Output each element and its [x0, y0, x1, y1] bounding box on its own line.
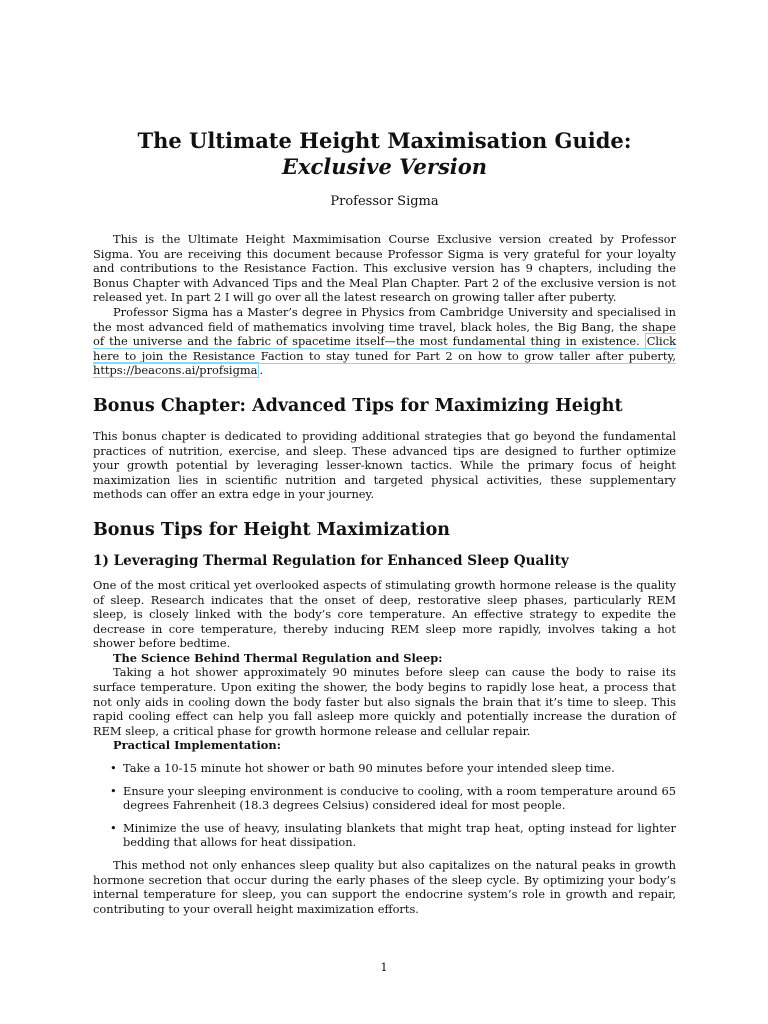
bonus-tips-heading: Bonus Tips for Height Maximization: [93, 519, 451, 540]
thermal-regulation-subheading: 1) Leveraging Thermal Regulation for Enhanced Sleep Quality: [93, 552, 569, 569]
bonus-chapter-paragraph: This bonus chapter is dedicated to providing additional strategies that go beyond the fundamental practices of nutrition, exercise, and sleep. These advanced tips are designed to further optimize your growth potential by leveraging lesser-known tactics. While the primary focus of height maximization lies in scientific nutrition and targeted physical activities, these supplementary methods can offer an extra edge in your journey.: [93, 428, 676, 502]
bullet-icon: •: [110, 820, 117, 835]
science-label-text: The Science Behind Thermal Regulation and Sleep:: [113, 650, 443, 665]
list-item-text: Take a 10-15 minute hot shower or bath 90 minutes before your intended sleep time.: [123, 761, 615, 776]
resistance-faction-link[interactable]: Click here to join the Resistance Faction to stay tuned for Part 2 on how to grow taller after puberty, https://beacons.ai/profsigma: [93, 334, 676, 378]
thermal-paragraph-1: One of the most critical yet overlooked aspects of stimulating growth hormone release is the quality of sleep. Research indicates that the onset of deep, restorative sleep phases, particularly REM sleep, is closely linked with the body’s core temperature. An effective strategy to expedite the decrease in core temperature, thereby inducing REM sleep more rapidly, involves taking a hot shower before bedtime.: [93, 577, 676, 651]
practical-label: [93, 738, 676, 753]
intro-paragraph-2-text: Professor Sigma has a Master’s degree in Physics from Cambridge University and specialised in the most advanced field of mathematics involving time travel, black holes, the Big Bang, the shape of the universe and the fabric of spacetime itself—the most fundamental thing in existence.: [93, 304, 676, 349]
list-item-text: Ensure your sleeping environment is conducive to cooling, with a room temperature around 65 degrees Fahrenheit (18.3 degrees Celsius) considered ideal for most people.: [123, 783, 676, 813]
science-paragraph: Taking a hot shower approximately 90 minutes before sleep can cause the body to raise its surface temperature. Upon exiting the shower, the body begins to rapidly lose heat, a process that not only aids in cooling down the body faster but also signals the brain that it’s time to sleep. This rapid cooling effect can help you fall asleep more quickly and potentially increase the duration of REM sleep, a critical phase for growth hormone release and cellular repair.: [93, 665, 676, 738]
intro-paragraph-1: This is the Ultimate Height Maxmimisation Course Exclusive version created by Professor Sigma. You are receiving this document because Professor Sigma is very grateful for your loyalty and contributions to the Resistance Faction. This exclusive version has 9 chapters, including the Bonus Chapter with Advanced Tips and the Meal Plan Chapter. Part 2 of the exclusive version is not released yet. In part 2 I will go over all the latest research on growing taller after puberty.: [93, 232, 676, 305]
title-italic: Exclusive Version: [281, 154, 488, 179]
bullet-icon: •: [110, 783, 117, 798]
practical-label-text: Practical Implementation:: [113, 738, 281, 753]
list-item: [110, 761, 676, 776]
science-label: [93, 651, 676, 666]
intro-section: [93, 232, 676, 378]
intro-paragraph-2-end: .: [259, 363, 264, 378]
closing-paragraph: This method not only enhances sleep quality but also capitalizes on the natural peaks in growth hormone secretion that occur during the early phases of the sleep cycle. By optimizing your body’s internal temperature for sleep, you can support the endocrine system’s role in growth and repair, contributing to your overall height maximization efforts.: [93, 858, 676, 916]
list-item: [110, 820, 676, 850]
author-name: Professor Sigma: [330, 194, 439, 209]
title-main: The Ultimate Height Maximisation Guide:: [137, 128, 632, 153]
intro-paragraph-2: [93, 305, 676, 378]
bullet-icon: •: [110, 761, 117, 776]
practical-list: [93, 761, 676, 850]
page-number: 1: [380, 960, 388, 974]
document-title: [93, 128, 676, 180]
bonus-chapter-heading: Bonus Chapter: Advanced Tips for Maximizing Height: [93, 395, 623, 416]
document-page: [93, 128, 676, 916]
list-item-text: Minimize the use of heavy, insulating blankets that might trap heat, opting instead for lighter bedding that allows for heat dissipation.: [123, 820, 676, 850]
list-item: [110, 783, 676, 813]
